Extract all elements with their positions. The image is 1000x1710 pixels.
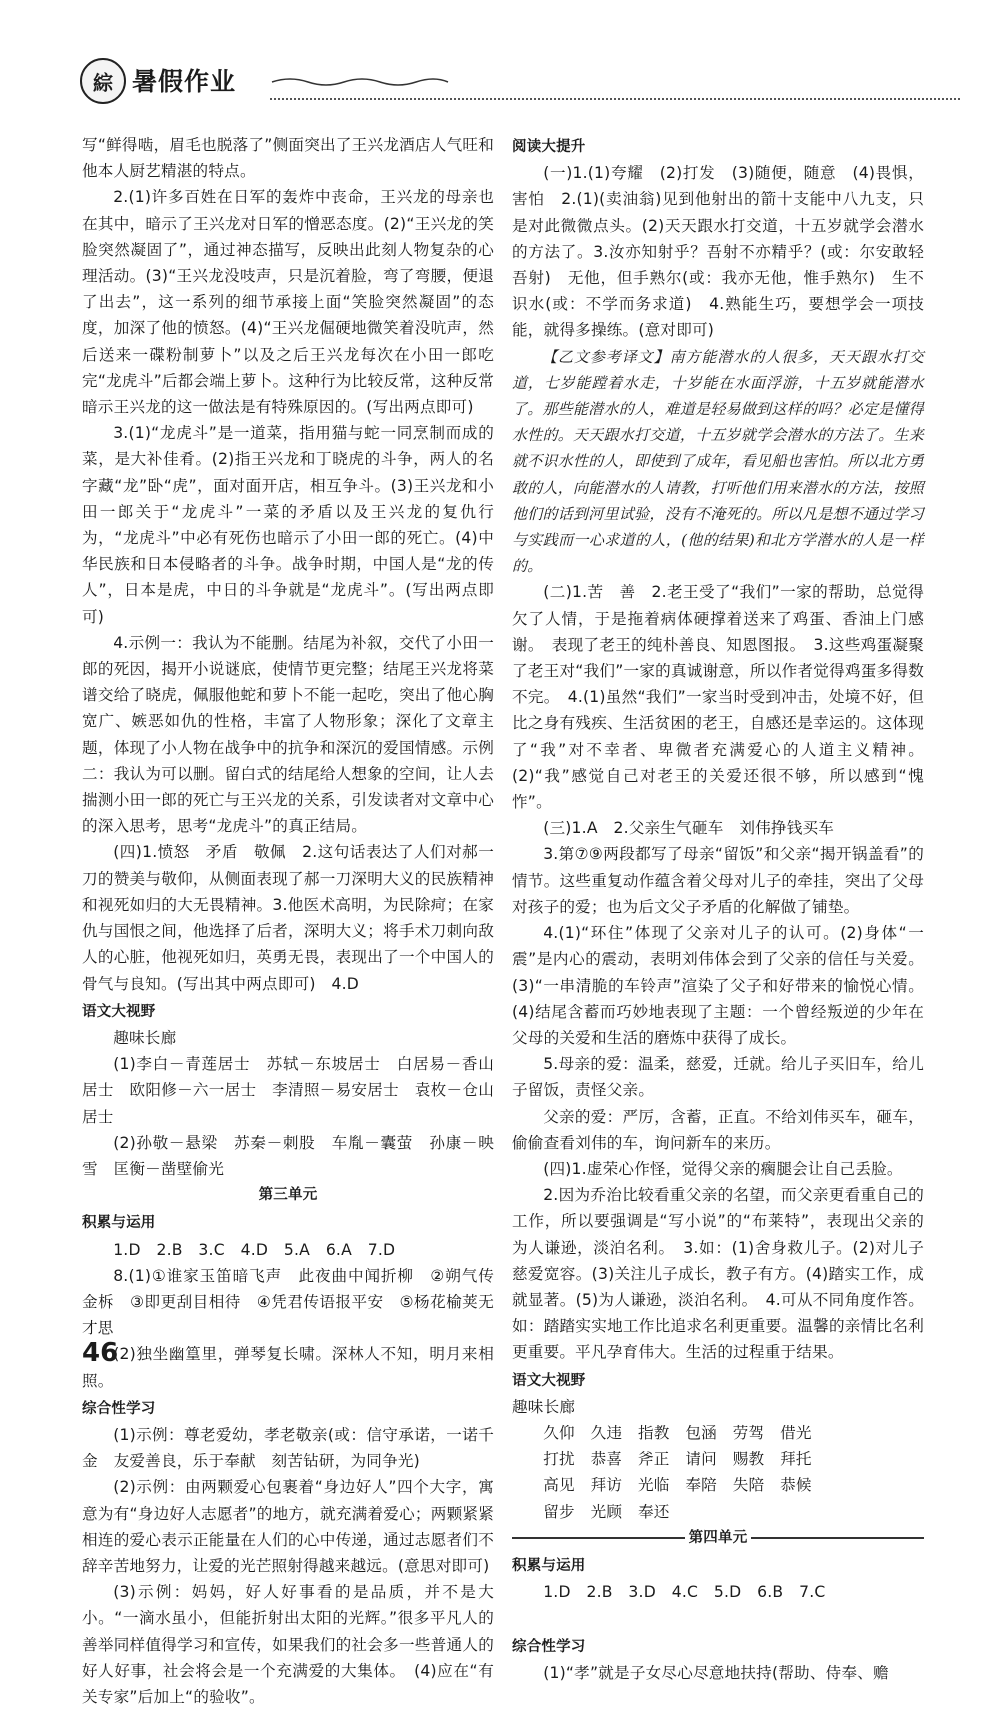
right-paragraph: 父亲的爱：严厉，含蓄，正直。不给刘伟买车，砸车，偷偷查看刘伟的车，询问新车的来历。 bbox=[512, 1107, 924, 1152]
page-header bbox=[80, 58, 960, 106]
right-unit-heading bbox=[512, 1525, 924, 1551]
right-paragraph: 趣味长廊 bbox=[512, 1397, 576, 1416]
right-paragraph: (一)1.(1)夸耀 (2)打发 (3)随便，随意 (4)畏惧，害怕 2.(1)(卖油翁)见到他射出的箭十支能中八九支，只是对此微微点头。(2)天天跟水打交道，十五岁就学会潜水的方法了。3.汝亦知射乎？吾射不亦精乎？(或：尔安敢轻吾射) 无他，但手熟尔(或：我亦无他，惟手熟尔) 生不识水(或：不学而务求道) 4.熟能生巧，要想学会一项技能，就得多操练。(意对即可) bbox=[512, 164, 924, 340]
left-section-heading: 语文大视野 bbox=[82, 1003, 156, 1020]
right-section-heading: 综合性学习 bbox=[512, 1638, 586, 1655]
decorative-flourish-icon bbox=[270, 76, 450, 88]
right-paragraph: 2.因为乔治比较看重父亲的名望，而父亲更看重自己的工作，所以要强调是“写小说”的“布莱特”，表现出父亲的为人谦逊，淡泊名利。 3.如：(1)舍身救儿子。(2)对儿子慈爱宽容。(3)关注儿子成长，教子有方。(4)踏实工作，成就显著。(5)为人谦逊，淡泊名利。 4.可从不同角度作答。如：踏踏实实地工作比追求名利更重要。温馨的亲情比名利更重要。平凡孕育伟大。生活的过程重于结果。 bbox=[512, 1186, 924, 1362]
left-paragraph: 1.D 2.B 3.C 4.D 5.A 6.A 7.D bbox=[113, 1240, 396, 1259]
page-number: 46 bbox=[82, 1338, 119, 1368]
left-column bbox=[82, 132, 494, 1710]
left-paragraph: 8.(1)①谁家玉笛暗飞声 此夜曲中闻折柳 ②朔气传金柝 ③即更刮目相待 ④凭君传语报平安 ⑤杨花榆荚无才思 bbox=[82, 1266, 494, 1338]
left-paragraph: (1)示例：尊老爱幼，孝老敬亲(或：信守承诺，一诺千金 友爱善良，乐于奉献 刻苦钻研，为同争光) bbox=[82, 1425, 494, 1471]
left-section-heading: 综合性学习 bbox=[82, 1400, 156, 1417]
book-logo-icon: 綜 bbox=[80, 58, 126, 104]
right-paragraph: 久仰 久违 指教 包涵 劳驾 借光 bbox=[543, 1423, 812, 1442]
right-paragraph: 【乙文参考译文】南方能潜水的人很多，天天跟水打交道，七岁能蹚着水走，十岁能在水面浮游，十五岁就能潜水了。那些能潜水的人，难道是轻易做到这样的吗？必定是懂得水性的。天天跟水打交道，十五岁就学会潜水的方法了。生来就不识水性的人，即使到了成年，看见船也害怕。所以北方勇敢的人，向能潜水的人请教，打听他们用来潜水的方法，按照他们的话到河里试验，没有不淹死的。所以凡是想不通过学习与实践而一心求道的人，(他的结果)和北方学潜水的人是一样的。 bbox=[512, 347, 924, 576]
left-paragraph: 3.(1)“龙虎斗”是一道菜，指用猫与蛇一同烹制而成的菜，是大补佳肴。(2)指王兴龙和丁晓虎的斗争，两人的名字藏“龙”卧“虎”，面对面开店，相互争斗。(3)王兴龙和小田一郎关于“龙虎斗”一菜的矛盾以及王兴龙的复仇行为，“龙虎斗”中必有死伤也暗示了小田一郎的死亡。(4)中华民族和日本侵略者的斗争。战争时期，中国人是“龙的传人”，日本是虎，中日的斗争就是“龙虎斗”。(写出两点即可) bbox=[82, 424, 494, 626]
right-paragraph: (四)1.虚荣心作怪，觉得父亲的瘸腿会让自己丢脸。 bbox=[543, 1159, 903, 1178]
left-paragraph: (3)示例：妈妈，好人好事看的是品质，并不是大小。“一滴水虽小，但能折射出太阳的光辉。”很多平凡人的善举同样值得学习和宣传，如果我们的社会多一些普通人的好人好事，社会将会是一个充满爱的大集体。 (4)应在“有关专家”后加上“的验收”。 bbox=[82, 1583, 494, 1706]
right-paragraph: 留步 光顾 奉还 bbox=[543, 1502, 670, 1521]
left-paragraph: 2.(1)许多百姓在日军的轰炸中丧命，王兴龙的母亲也在其中，暗示了王兴龙对日军的憎恶态度。(2)“王兴龙的笑脸突然凝固了”，通过神态描写，反映出此刻人物复杂的心理活动。(3)“王兴龙没吱声，只是沉着脸，弯了弯腰，便退了出去”，这一系列的细节承接上面“笑脸突然凝固”的态度，加深了他的愤怒。(4)“王兴龙倔硬地微笑着没吭声，然后送来一碟粉制萝卜”以及之后王兴龙每次在小田一郎吃完“龙虎斗”后都会端上萝卜。这种行为比较反常，这种反常暗示王兴龙的这一做法是有特殊原因的。(写出两点即可) bbox=[82, 188, 494, 417]
right-section-heading: 语文大视野 bbox=[512, 1372, 586, 1389]
left-paragraph: 写“鲜得啮，眉毛也脱落了”侧面突出了王兴龙酒店人气旺和他本人厨艺精湛的特点。 bbox=[82, 136, 494, 181]
right-section-heading: 阅读大提升 bbox=[512, 139, 586, 155]
right-paragraph: 5.母亲的爱：温柔，慈爱，迁就。给儿子买旧车，给儿子留饭，责怪父亲。 bbox=[512, 1055, 924, 1100]
right-section-heading: 积累与运用 bbox=[512, 1557, 586, 1574]
left-paragraph: (2)独坐幽篁里，弹琴复长啸。深林人不知，明月来相照。 bbox=[82, 1345, 494, 1390]
unit-title: 第四单元 bbox=[688, 1529, 748, 1546]
header-title: 暑假作业 bbox=[132, 67, 237, 96]
left-section-heading: 积累与运用 bbox=[82, 1215, 156, 1232]
right-paragraph: (二)1.苦 善 2.老王受了“我们”一家的帮助，总觉得欠了人情，于是拖着病体硬撑着送来了鸡蛋、香油上门感谢。 表现了老王的纯朴善良、知恩图报。 3.这些鸡蛋凝聚了老王对“我们”一家的真诚谢意，所以作者觉得鸡蛋多得数不完。 4.(1)虽然“我们”一家当时受到冲击，处境不好，但比之身有残疾、生活贫困的老王，自感还是幸运的。这体现了“我”对不幸者、卑微者充满爱心的人道主义精神。(2)“我”感觉自己对老王的关爱还很不够，所以感到“愧怍”。 bbox=[512, 583, 924, 812]
right-column bbox=[512, 132, 924, 1686]
left-paragraph: (四)1.愤怒 矛盾 敬佩 2.这句话表达了人们对郝一刀的赞美与敬仰，从侧面表现了郝一刀深明大义的民族精神和视死如归的大无畏精神。3.他医术高明，为民除疴；在家仇与国恨之间，他选择了后者，深明大义；将手术刀刺向敌人的心脏，他视死如归，英勇无畏，表现出了一个中国人的骨气与良知。(写出其中两点即可) 4.D bbox=[82, 843, 494, 993]
left-paragraph: 趣味长廊 bbox=[113, 1028, 177, 1047]
left-paragraph: 4.示例一：我认为不能删。结尾为补叙，交代了小田一郎的死因，揭开小说谜底，使情节更完整；结尾王兴龙将菜谱交给了晓虎，佩服他蛇和萝卜不能一起吃，突出了他心胸宽广、嫉恶如仇的性格，丰富了人物形象；深化了文章主题，体现了小人物在战争中的抗争和深沉的爱国情感。示例二：我认为可以删。留白式的结尾给人想象的空间，让人去揣测小田一郎的死亡与王兴龙的关系，引发读者对文章中心的深入思考，思考“龙虎斗”的真正结局。 bbox=[82, 633, 494, 836]
right-paragraph: 3.第⑦⑨两段都写了母亲“留饭”和父亲“揭开锅盖看”的情节。这些重复动作蕴含着父母对儿子的牵挂，突出了父母对孩子的爱；也为后文父子矛盾的化解做了铺垫。 bbox=[512, 845, 924, 916]
right-paragraph: 打扰 恭喜 斧正 请问 赐教 拜托 bbox=[543, 1450, 812, 1469]
right-paragraph: 高见 拜访 光临 奉陪 失陪 恭候 bbox=[543, 1476, 812, 1495]
right-paragraph: (三)1.A 2.父亲生气砸车 刘伟挣钱买车 bbox=[543, 819, 835, 838]
left-paragraph: (2)示例：由两颗爱心包裹着“身边好人”四个大字，寓意为有“身边好人志愿者”的地方，就充满着爱心；两颗紧紧相连的爱心表示正能量在人们的心中传递，通过志愿者们不辞辛苦地努力，让爱的光芒照射得越来越远。(意思对即可) bbox=[82, 1478, 494, 1575]
right-paragraph: (1)“孝”就是子女尽心尽意地扶持(帮助、侍奉、赡 bbox=[543, 1663, 889, 1682]
right-spacer bbox=[512, 1605, 924, 1631]
right-paragraph: 4.(1)“环住”体现了父亲对儿子的认可。(2)身体“一震”是内心的震动，表明刘伟体会到了父亲的信任与关爱。(3)“一串清脆的车铃声”渲染了父子和好带来的愉悦心情。(4)结尾含蓄而巧妙地表现了主题：一个曾经叛逆的少年在父母的关爱和生活的磨炼中获得了成长。 bbox=[512, 924, 924, 1047]
left-paragraph: (1)李白－青莲居士 苏轼－东坡居士 白居易－香山居士 欧阳修－六一居士 李清照－易安居士 袁枚－仓山居士 bbox=[82, 1055, 494, 1126]
header-rule bbox=[270, 98, 960, 100]
right-paragraph: 1.D 2.B 3.D 4.C 5.D 6.B 7.C bbox=[543, 1583, 826, 1602]
left-unit-heading: 第三单元 bbox=[258, 1187, 318, 1204]
left-paragraph: (2)孙敬－悬梁 苏秦－刺股 车胤－囊萤 孙康－映雪 匡衡－凿壁偷光 bbox=[82, 1133, 494, 1178]
